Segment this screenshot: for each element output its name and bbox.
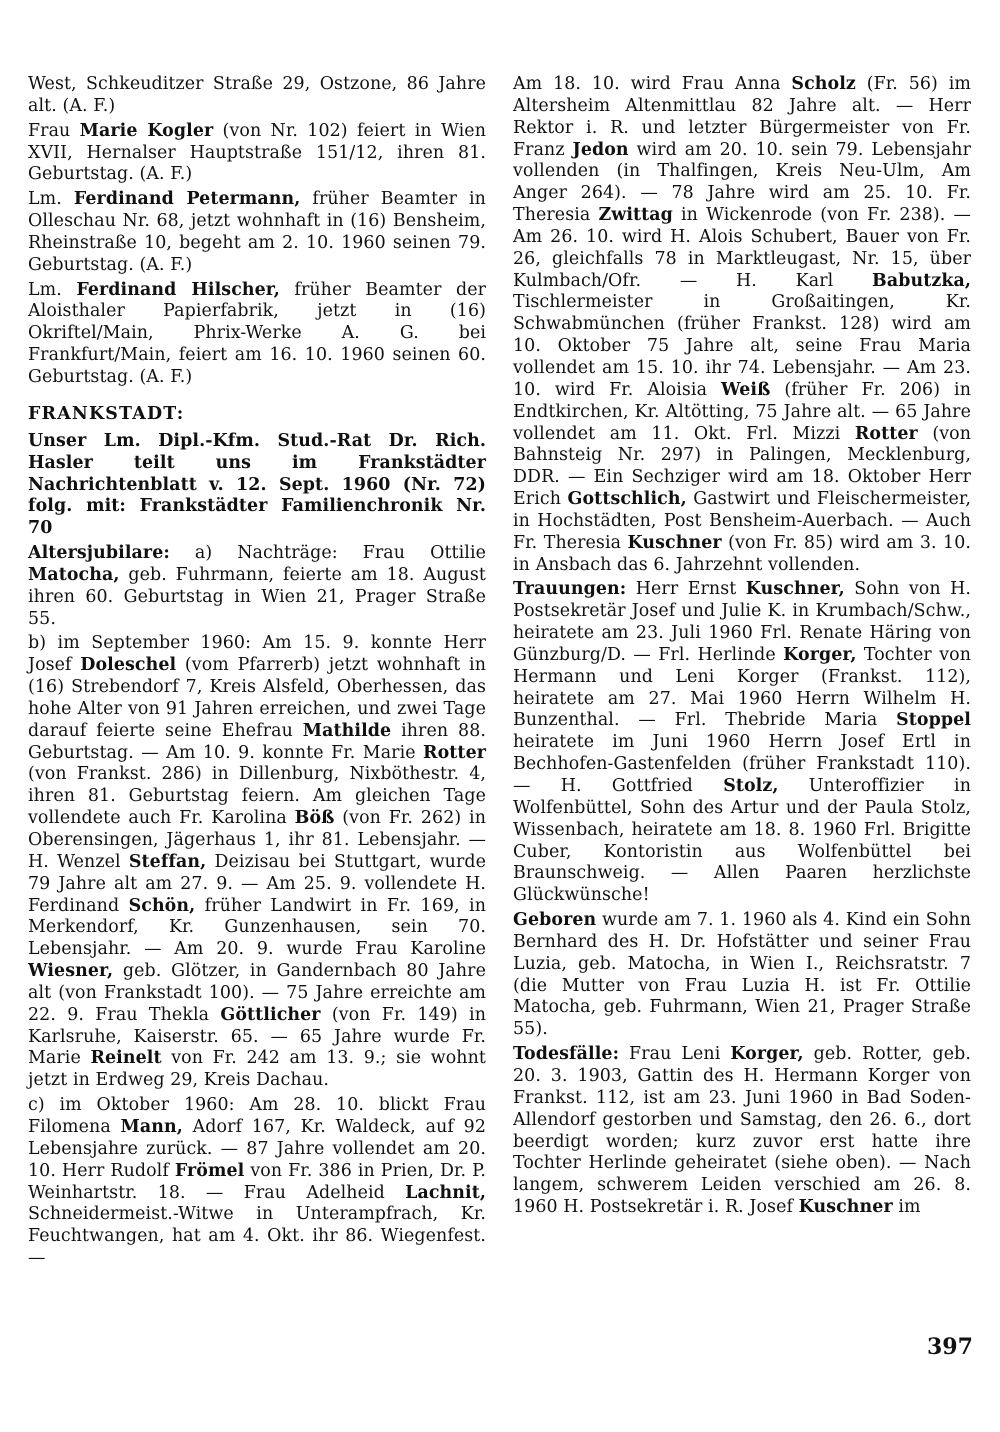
person-name: Ferdinand Petermann, [73, 189, 301, 210]
subsection-label: Todesfälle: [513, 1044, 620, 1065]
intro-paragraph: Unser Lm. Dipl.-Kfm. Stud.-Rat Dr. Rich. Hasler teilt uns im Frankstädter Nachrichtenblatt v. 12. Sept. 1960 (Nr. 72) folg. mit: Frankstädter Familienchronik Nr. 70 [28, 430, 486, 539]
paragraph: Todesfälle: Frau Leni Korger, geb. Rotter, geb. 20. 3. 1903, Gattin des H. Hermann Korger von Frankst. 112, ist am 23. Juni 1960 in Bad Soden-Allendorf gestorben und Samstag, den 26. 6., dort beerdigt worden; kurz zuvor erst hatte ihre Tochter Herlinde geheiratet (siehe oben). — Nach langem, schwerem Leiden verschied am 26. 8. 1960 H. Postsekretär i. R. Josef Kuschner im [513, 1044, 971, 1218]
paragraph: c) im Oktober 1960: Am 28. 10. blickt Frau Filomena Mann, Adorf 167, Kr. Waldeck, auf 92 Lebensjahre zurück. — 87 Jahre vollendet am 20. 10. Herr Rudolf Frömel von Fr. 386 in Prien, Dr. P. Weinhartstr. 18. — Frau Adelheid Lachnit, Schneidermeist.-Witwe in Unterampfrach, Kr. Feuchtwangen, hat am 4. Okt. ihr 86. Wiegenfest. — [28, 1095, 487, 1269]
paragraph: Lm. Ferdinand Hilscher, früher Beamter der Aloisthaler Papierfabrik, jetzt in (16) Okriftel/Main, Phrix-Werke A. G. bei Frankfurt/Main, feiert am 16. 10. 1960 seinen 60. Geburtstag. (A. F.) [28, 279, 487, 387]
person-name: Ferdinand Hilscher, [76, 279, 280, 300]
paragraph: Frau Marie Kogler (von Nr. 102) feiert in Wien XVII, Hernalser Hauptstraße 151/12, ihren 81. Geburtstag. (A. F.) [28, 120, 487, 185]
subsection-label: Geboren [513, 910, 597, 931]
paragraph: Lm. Ferdinand Petermann, früher Beamter in Olleschau Nr. 68, jetzt wohnhaft in (16) Bensheim, Rheinstraße 10, begeht am 2. 10. 1960 seinen 79. Geburtstag. (A. F.) [28, 189, 486, 275]
page-number: 397 [927, 1334, 973, 1360]
paragraph: Altersjubilare: a) Nachträge: Frau Ottilie Matocha, geb. Fuhrmann, feierte am 18. August ihren 60. Geburtstag in Wien 21, Prager Straße 55. [28, 543, 486, 629]
paragraph: Am 18. 10. wird Frau Anna Scholz (Fr. 56) im Altersheim Altenmittlau 82 Jahre alt. — Herr Rektor i. R. und letzter Bürgermeister von Fr. Franz Jedon wird am 20. 10. sein 79. Lebensjahr vollenden (in Thalfingen, Kreis Neu-Ulm, Am Anger 264). — 78 Jahre wird am 25. 10. Fr. Theresia Zwittag in Wickenrode (von Fr. 238). — Am 26. 10. wird H. Alois Schubert, Bauer von Fr. 26, gleichfalls 78 in Marktleugast, Nr. 15, über Kulmbach/Ofr. — H. Karl Babutzka, Tischlermeister in Großaitingen, Kr. Schwabmünchen (früher Frankst. 128) wird am 10. Oktober 75 Jahre alt, seine Frau Maria vollendet am 15. 10. ihr 74. Lebensjahr. — Am 23. 10. wird Fr. Aloisia Weiß (früher Fr. 206) in Endtkirchen, Kr. Altötting, 75 Jahre alt. — 65 Jahre vollendet am 11. Okt. Frl. Mizzi Rotter (von Bahnsteig Nr. 297) in Palingen, Mecklenburg, DDR. — Ein Sechziger wird am 18. Oktober Herr Erich Gottschlich, Gastwirt und Fleischermeister, in Hochstädten, Post Bensheim-Auerbach. — Auch Fr. Theresia Kuschner (von Fr. 85) wird am 3. 10. in Ansbach das 6. Jahrzehnt vollenden. [513, 74, 972, 575]
left-column [28, 74, 486, 1273]
subsection-label: Trauungen: [513, 579, 627, 600]
right-column [513, 74, 971, 1222]
section-heading: FRANKSTADT: [28, 403, 185, 424]
paragraph: Trauungen: Herr Ernst Kuschner, Sohn von H. Postsekretär Josef und Julie K. in Krumbach/Schw., heiratete am 23. Juli 1960 Frl. Renate Häring von Günzburg/D. — Frl. Herlinde Korger, Tochter von Hermann und Leni Korger (Frankst. 112), heiratete am 27. Mai 1960 Herrn Wilhelm H. Bunzenthal. — Frl. Thebride Maria Stoppel heiratete im Juni 1960 Herrn Josef Ertl in Bechhofen-Gastenfelden (früher Frankstadt 110). — H. Gottfried Stolz, Unteroffizier in Wolfenbüttel, Sohn des Artur und der Paula Stolz, Wissenbach, heiratete am 18. 8. 1960 Frl. Brigitte Cuber, Kontoristin aus Wolfenbüttel bei Braunschweig. — Allen Paaren herzlichste Glückwünsche! [513, 579, 972, 906]
paragraph: Geboren wurde am 7. 1. 1960 als 4. Kind ein Sohn Bernhard des H. Dr. Hofstätter und seiner Frau Luzia, geb. Matocha, in Wien I., Reichsratstr. 7 (die Mutter von Frau Luzia H. ist Fr. Ottilie Matocha, geb. Fuhrmann, Wien 21, Prager Straße 55). [513, 910, 971, 1040]
person-name: Marie Kogler [79, 120, 214, 141]
paragraph: b) im September 1960: Am 15. 9. konnte Herr Josef Doleschel (vom Pfarrerb) jetzt wohnhaft in (16) Strebendorf 7, Kreis Alsfeld, Oberhessen, das hohe Alter von 91 Jahren erreichen, und zwei Tage darauf feierte seine Ehefrau Mathilde ihren 88. Geburtstag. — Am 10. 9. konnte Fr. Marie Rotter (von Frankst. 286) in Dillenburg, Nixböthestr. 4, ihren 81. Geburtstag feiern. Am gleichen Tage vollendete auch Fr. Karolina Böß (von Fr. 262) in Oberensingen, Jägerhaus 1, ihr 81. Lebensjahr. — H. Wenzel Steffan, Deizisau bei Stuttgart, wurde 79 Jahre alt am 27. 9. — Am 25. 9. vollendete H. Ferdinand Schön, früher Landwirt in Fr. 169, in Merkendorf, Kr. Gunzenhausen, sein 70. Lebensjahr. — Am 20. 9. wurde Frau Karoline Wiesner, geb. Glötzer, in Gandernbach 80 Jahre alt (von Frankstadt 100). — 75 Jahre erreichte am 22. 9. Frau Thekla Göttlicher (von Fr. 149) in Karlsruhe, Kaiserstr. 65. — 65 Jahre wurde Fr. Marie Reinelt von Fr. 242 am 13. 9.; sie wohnt jetzt in Erdweg 29, Kreis Dachau. [28, 633, 487, 1091]
subsection-label: Altersjubilare: [28, 543, 170, 564]
paragraph: West, Schkeuditzer Straße 29, Ostzone, 86 Jahre alt. (A. F.) [28, 74, 486, 116]
